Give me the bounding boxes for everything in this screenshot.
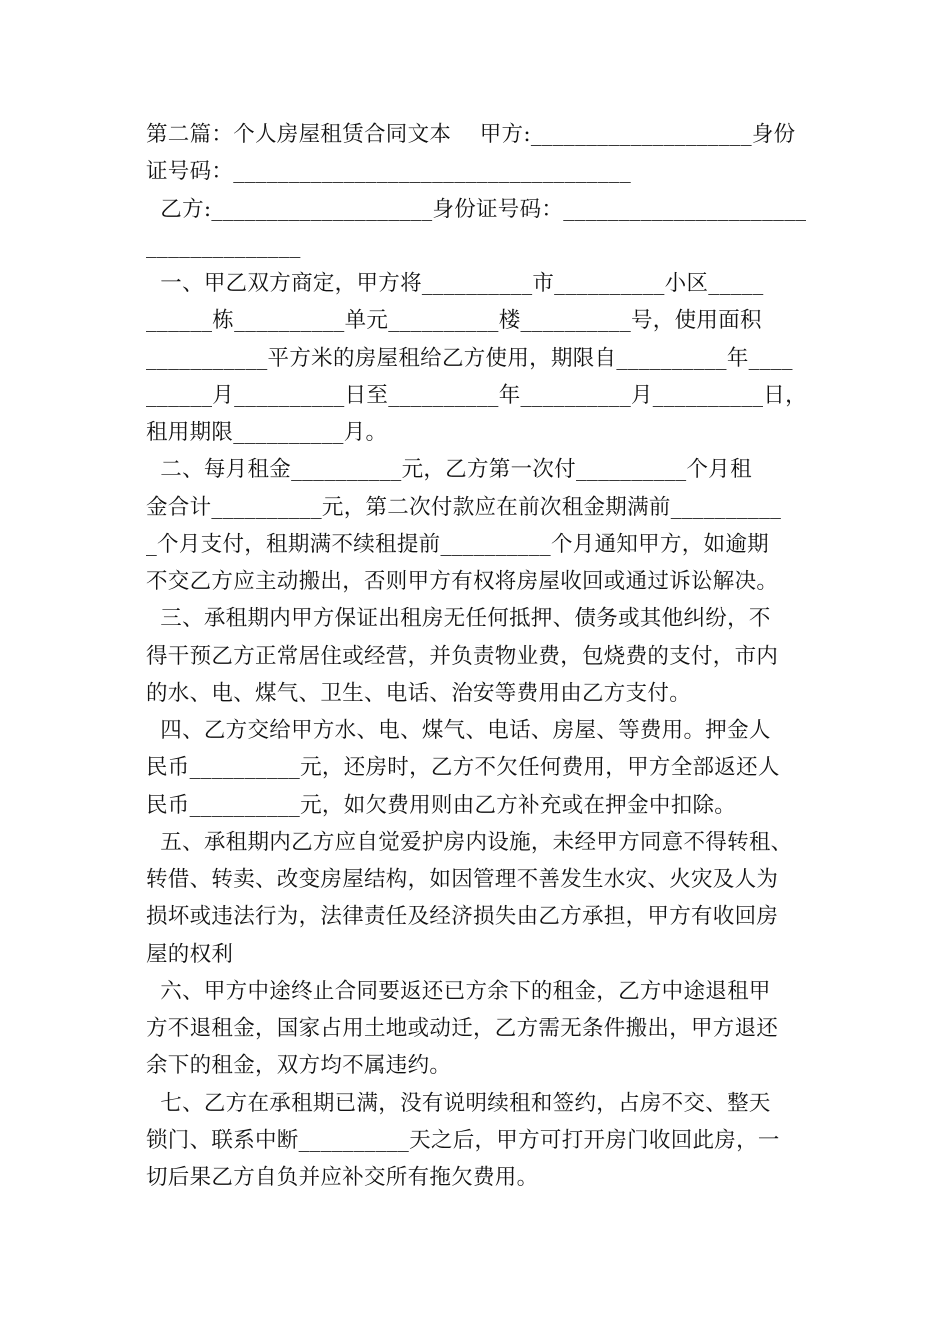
text-line-18: 民币__________元，还房时，乙方不欠任何费用，甲方全部返还人 (146, 755, 780, 780)
text-line-9: 租用期限__________月。 (146, 420, 388, 445)
text-line-13: 不交乙方应主动搬出，否则甲方有权将房屋收回或通过诉讼解决。 (146, 569, 779, 594)
text-line-24: 六、甲方中途终止合同要返还已方余下的租金，乙方中途退租甲 (146, 979, 771, 1004)
text-line-5: 一、甲乙双方商定，甲方将__________市__________小区_____ (146, 271, 764, 296)
text-line-27: 七、乙方在承租期已满，没有说明续租和签约，占房不交、整天 (146, 1091, 771, 1116)
text-line-12: _个月支付，租期满不续租提前__________个月通知甲方，如逾期 (146, 532, 769, 557)
text-line-10: 二、每月租金__________元，乙方第一次付__________个月租 (146, 457, 752, 482)
text-line-29: 切后果乙方自负并应补交所有拖欠费用。 (146, 1165, 539, 1190)
text-line-23: 屋的权利 (146, 942, 234, 967)
text-line-28: 锁门、联系中断__________天之后，甲方可打开房门收回此房，一 (146, 1128, 780, 1153)
text-line-21: 转借、转卖、改变房屋结构，如因管理不善发生水灾、火灾及人为 (146, 867, 779, 892)
text-line-3: 乙方:____________________身份证号码：______________________ (146, 197, 807, 222)
text-line-16: 的水、电、煤气、卫生、电话、治安等费用由乙方支付。 (146, 681, 692, 706)
text-line-4: ______________ (146, 234, 301, 259)
text-line-2: 证号码：____________________________________ (146, 159, 631, 184)
text-line-1: 第二篇：个人房屋租赁合同文本 甲方:____________________身份 (146, 122, 796, 147)
text-line-20: 五、承租期内乙方应自觉爱护房内设施，未经甲方同意不得转租、 (146, 830, 793, 855)
text-line-11: 金合计__________元，第二次付款应在前次租金期满前__________ (146, 495, 782, 520)
text-line-8: ______月__________日至__________年__________月__________日， (146, 383, 807, 408)
text-line-6: ______栋__________单元__________楼__________号，使用面积 (146, 308, 762, 333)
text-line-19: 民币__________元，如欠费用则由乙方补充或在押金中扣除。 (146, 793, 737, 818)
text-line-17: 四、乙方交给甲方水、电、煤气、电话、房屋、等费用。押金人 (146, 718, 771, 743)
text-line-22: 损坏或违法行为，法律责任及经济损失由乙方承担，甲方有收回房 (146, 904, 779, 929)
text-line-7: ___________平方米的房屋租给乙方使用，期限自__________年____ (146, 346, 793, 371)
text-line-26: 余下的租金，双方均不属违约。 (146, 1053, 452, 1078)
text-line-14: 三、承租期内甲方保证出租房无任何抵押、债务或其他纠纷，不 (146, 606, 771, 631)
text-line-15: 得干预乙方正常居住或经营，并负责物业费，包烧费的支付，市内 (146, 644, 779, 669)
text-line-25: 方不退租金，国家占用土地或动迁，乙方需无条件搬出，甲方退还 (146, 1016, 779, 1041)
